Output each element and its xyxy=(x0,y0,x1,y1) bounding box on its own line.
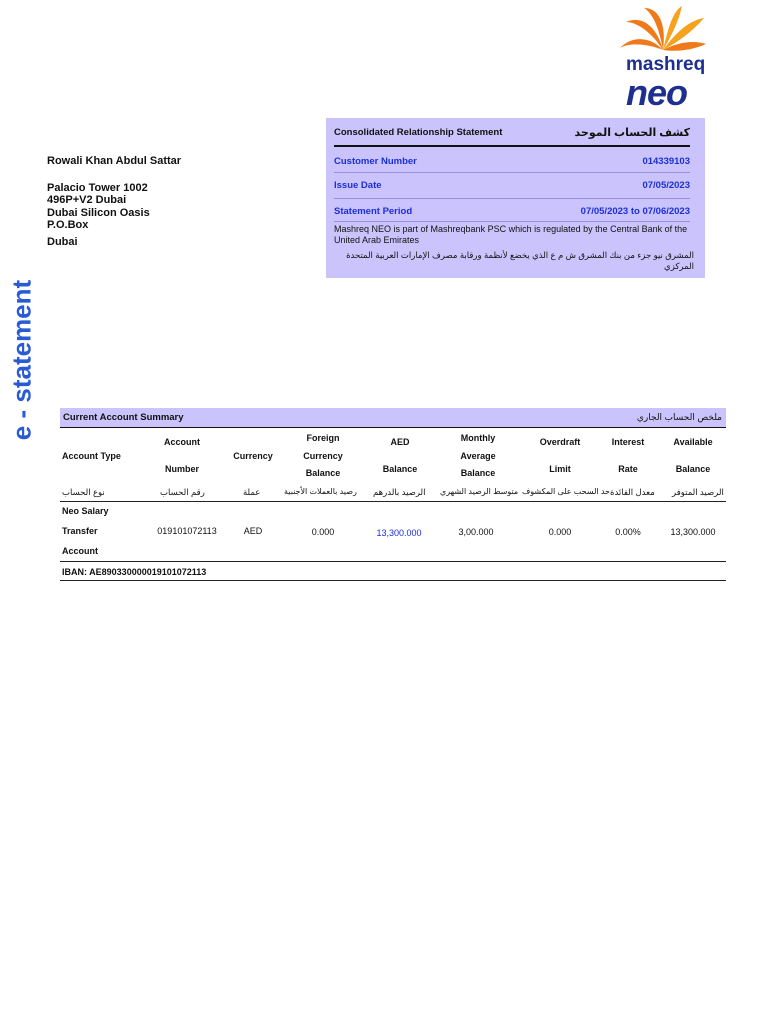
statement-title-ar: كشف الحساب الموحد xyxy=(574,127,690,139)
header-ar-interest: معدل الفائدة xyxy=(610,487,655,497)
header-account-type: Account Type xyxy=(62,451,121,461)
header-aed-balance: AED xyxy=(390,437,410,447)
brand-name-bottom: neo xyxy=(626,72,688,113)
header-interest-rate: Rate xyxy=(618,464,638,474)
side-label xyxy=(2,260,42,460)
header-available-balance: Balance xyxy=(675,464,711,474)
cell-monthly-average: 3,00.000 xyxy=(458,527,494,537)
header-account-number: Account xyxy=(164,437,200,447)
table-divider xyxy=(60,561,726,562)
cell-interest-rate: 0.00% xyxy=(615,527,641,537)
cell-available-balance: 13,300.000 xyxy=(670,527,716,537)
header-ar-monthly: متوسط الرصيد الشهري xyxy=(440,487,519,496)
header-foreign-balance: Balance xyxy=(305,468,341,478)
divider xyxy=(334,145,690,147)
issue-date-value: 07/05/2023 xyxy=(642,180,690,191)
header-monthly-average: Average xyxy=(460,451,496,461)
header-aed-balance: Balance xyxy=(382,464,418,474)
header-ar-currency: عملة xyxy=(243,487,261,497)
cell-account-type: Account xyxy=(62,546,98,556)
brand-name-top: mashreq xyxy=(626,54,706,75)
statement-title-en: Consolidated Relationship Statement xyxy=(334,127,503,138)
header-overdraft-limit: Overdraft xyxy=(539,437,581,447)
header-account-number: Number xyxy=(164,464,199,474)
customer-number-label: Customer Number xyxy=(334,156,417,167)
e-statement-label: e - statement xyxy=(6,279,37,441)
cell-account-number: 019101072113 xyxy=(157,526,217,536)
header-currency: Currency xyxy=(233,451,273,461)
header-foreign-balance: Currency xyxy=(303,451,343,461)
header-monthly-average: Balance xyxy=(460,468,496,478)
issue-date-label: Issue Date xyxy=(334,180,382,191)
header-ar-account-type: نوع الحساب xyxy=(62,487,105,497)
cell-account-type: Transfer xyxy=(62,526,98,536)
divider xyxy=(334,172,690,173)
header-ar-account-number: رقم الحساب xyxy=(160,487,205,497)
cell-overdraft-limit: 0.000 xyxy=(548,527,572,537)
customer-address-block xyxy=(47,155,181,248)
cell-aed-balance[interactable]: 13,300.000 xyxy=(376,528,422,538)
address-line: Dubai Silicon Oasis xyxy=(47,206,150,219)
header-ar-foreign: رصيد بالعملات الأجنبية xyxy=(284,487,357,496)
statement-header-box xyxy=(326,118,705,278)
address-line: Palacio Tower 1002 xyxy=(47,181,148,194)
cell-account-type: Neo Salary xyxy=(62,506,109,516)
statement-period-label: Statement Period xyxy=(334,206,413,217)
regulatory-note-ar: المشرق نيو جزء من بنك المشرق ش م ع الذي يخضع لأنظمة ورقابة مصرف الإمارات العربية المتحدة المركزي xyxy=(346,250,694,271)
account-summary-bar xyxy=(60,408,726,428)
header-foreign-balance: Foreign xyxy=(306,433,340,443)
summary-title-en: Current Account Summary xyxy=(63,412,184,423)
iban-label: IBAN: AE890330000019101072113 xyxy=(62,567,207,577)
table-divider xyxy=(60,501,726,502)
mashreq-neo-logo xyxy=(618,4,708,112)
header-monthly-average: Monthly xyxy=(460,433,496,443)
regulatory-note-en: Mashreq NEO is part of Mashreqbank PSC which is regulated by the Central Bank of the United Arab Emirates xyxy=(334,224,688,245)
table-divider xyxy=(60,580,726,581)
divider xyxy=(334,221,690,222)
statement-period-value: 07/05/2023 to 07/06/2023 xyxy=(580,206,690,217)
header-ar-aed: الرصيد بالدرهم xyxy=(373,487,426,497)
header-available-balance: Available xyxy=(673,437,713,447)
cell-foreign-balance: 0.000 xyxy=(311,527,335,537)
header-ar-available: الرصيد المتوفر xyxy=(672,487,724,497)
address-line: P.O.Box xyxy=(47,219,89,231)
header-overdraft-limit: Limit xyxy=(549,464,571,474)
address-city: Dubai xyxy=(47,235,78,248)
customer-number-value: 014339103 xyxy=(642,156,690,167)
header-ar-overdraft: حد السحب على المكشوف xyxy=(522,487,610,496)
address-line: 496P+V2 Dubai xyxy=(47,194,127,206)
customer-name: Rowali Khan Abdul Sattar xyxy=(47,155,182,167)
sunburst-icon xyxy=(618,4,708,54)
header-interest-rate: Interest xyxy=(611,437,645,447)
summary-title-ar: ملخص الحساب الجاري xyxy=(636,412,722,422)
divider xyxy=(334,198,690,199)
cell-currency: AED xyxy=(243,526,263,536)
